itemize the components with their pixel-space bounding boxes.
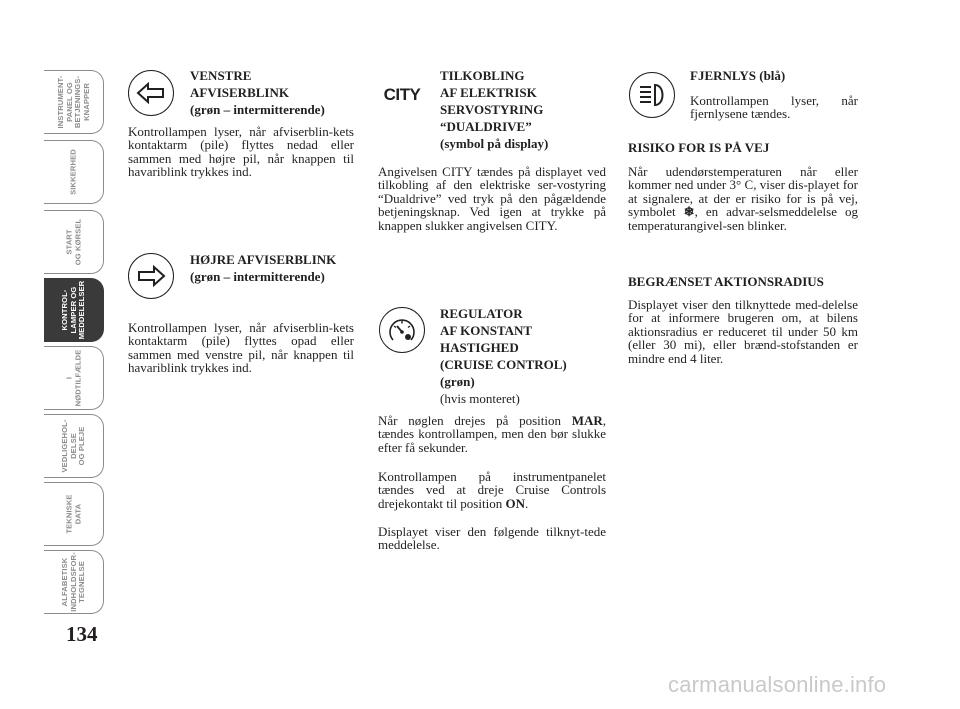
- high-beam-icon: [629, 72, 675, 118]
- city-title-5: (symbol på display): [440, 136, 549, 151]
- tab-label: START OG KØRSEL: [63, 218, 82, 266]
- tab-label: I NØDTILFÆLDE: [63, 349, 82, 407]
- cruise-title-1: REGULATOR: [440, 306, 523, 321]
- tab-label: VEDLIGEHOL- DELSE OG PLEJE: [59, 419, 86, 473]
- cruise-body-2-pre: Kontrollampen på instrumentpanelet tændes ved at dreje Cruise Controls drejekontakt til position: [378, 469, 606, 511]
- city-icon-text: CITY: [383, 85, 421, 104]
- cruise-body-2: [378, 470, 606, 510]
- city-title-1: TILKOBLING: [440, 68, 525, 83]
- tab-label: KONTROL- LAMPER OG MEDDELELSER: [59, 280, 86, 340]
- watermark: carmanualsonline.info: [668, 672, 887, 697]
- city-icon: [379, 72, 425, 118]
- range-body: Displayet viser den tilknyttede med-delelse for at informere brugeren om, at bilens aktionsradius er reduceret til under 50 km (eller 30 mi), eller brænd-stofstanden er mindre end 4 liter.: [628, 297, 858, 366]
- cruise-body-1-key: MAR: [571, 413, 603, 428]
- cruise-title-2: AF KONSTANT: [440, 323, 533, 338]
- tab-start-og-korsel[interactable]: [44, 210, 104, 274]
- tab-sikkerhed[interactable]: [44, 140, 104, 204]
- tab-vedligeholdelse[interactable]: [44, 414, 104, 478]
- highbeam-body: Kontrollampen lyser, når fjernlysene tændes.: [690, 93, 858, 122]
- left-turn-title-1: VENSTRE: [190, 68, 252, 83]
- snowflake-icon: ❄: [683, 204, 695, 220]
- cruise-body-1: [378, 414, 606, 454]
- cruise-body-3: Displayet viser den følgende tilknyt-tede meddelelse.: [378, 524, 606, 553]
- city-title-4: “DUALDRIVE”: [440, 119, 532, 134]
- ice-body: [628, 165, 858, 232]
- ice-title: RISIKO FOR IS PÅ VEJ: [628, 140, 770, 155]
- left-turn-body: Kontrollampen lyser, når afviserblin-kets kontaktarm (pile) flyttes nedad eller sammen med højre pil, når knappen til havariblink trykkes ind.: [128, 124, 354, 180]
- right-turn-body: Kontrollampen lyser, når afviserblin-kets kontaktarm (pile) flyttes opad eller sammen med venstre pil, når knappen til havariblink trykkes ind.: [128, 320, 354, 376]
- city-title-3: SERVOSTYRING: [440, 102, 544, 117]
- left-arrow-icon: [128, 70, 174, 116]
- city-title-2: AF ELEKTRISK: [440, 85, 537, 100]
- range-title: BEGRÆNSET AKTIONSRADIUS: [628, 274, 824, 289]
- right-turn-title-2: (grøn – intermitterende): [190, 269, 325, 284]
- tab-label: INSTRUMENT- PANEL OG BETJENINGS- KNAPPER: [55, 75, 91, 129]
- tab-instrumentpanel[interactable]: [44, 70, 104, 134]
- tab-alfabetisk[interactable]: [44, 550, 104, 614]
- cruise-body-2-key: ON: [505, 495, 525, 511]
- tab-label: ALFABETISK INDHOLDSFOR- TEGNELSE: [59, 552, 86, 612]
- highbeam-title: FJERNLYS (blå): [690, 68, 786, 83]
- tab-i-nodtilfaelde[interactable]: [44, 346, 104, 410]
- cruise-title-3: HASTIGHED: [440, 340, 519, 355]
- ice-body-post: , en advar-selsmeddelelse og temperaturangivel-sen blinker.: [628, 204, 858, 233]
- tab-label: SIKKERHED: [68, 149, 78, 195]
- cruise-title-5: (grøn): [440, 374, 475, 389]
- city-body: Angivelsen CITY tændes på displayet ved tilkobling af den elektriske ser-vostyring “Dualdrive” ved tryk på den pågældende betjeningsknap. Ved igen at trykke på knappen slukker angivelsen CITY.: [378, 164, 606, 233]
- cruise-title-6: (hvis monteret): [440, 391, 520, 406]
- tab-label: TEKNISKE DATA: [63, 494, 82, 534]
- cruise-body-2-post: .: [524, 495, 529, 511]
- ice-body-pre: Når udendørstemperaturen når eller kommer ned under 3° C, viser dis-playet for at signalere, at der er risiko for is på vej, symbolet: [628, 164, 858, 220]
- page-number: 134: [66, 622, 98, 646]
- left-turn-title-2: AFVISERBLINK: [190, 85, 289, 100]
- cruise-body-1-pre: Når nøglen drejes på position: [378, 413, 572, 428]
- cruise-control-icon: [379, 307, 425, 353]
- left-turn-title-3: (grøn – intermitterende): [190, 102, 325, 117]
- right-arrow-icon: [128, 253, 174, 299]
- cruise-body-1-post: , tændes kontrollampen, men den bør slukke efter få sekunder.: [378, 413, 606, 455]
- tab-tekniske-data[interactable]: [44, 482, 104, 546]
- right-turn-title-1: HØJRE AFVISERBLINK: [190, 252, 337, 267]
- cruise-title-4: (CRUISE CONTROL): [440, 357, 567, 372]
- tab-kontrollamper[interactable]: [44, 278, 104, 342]
